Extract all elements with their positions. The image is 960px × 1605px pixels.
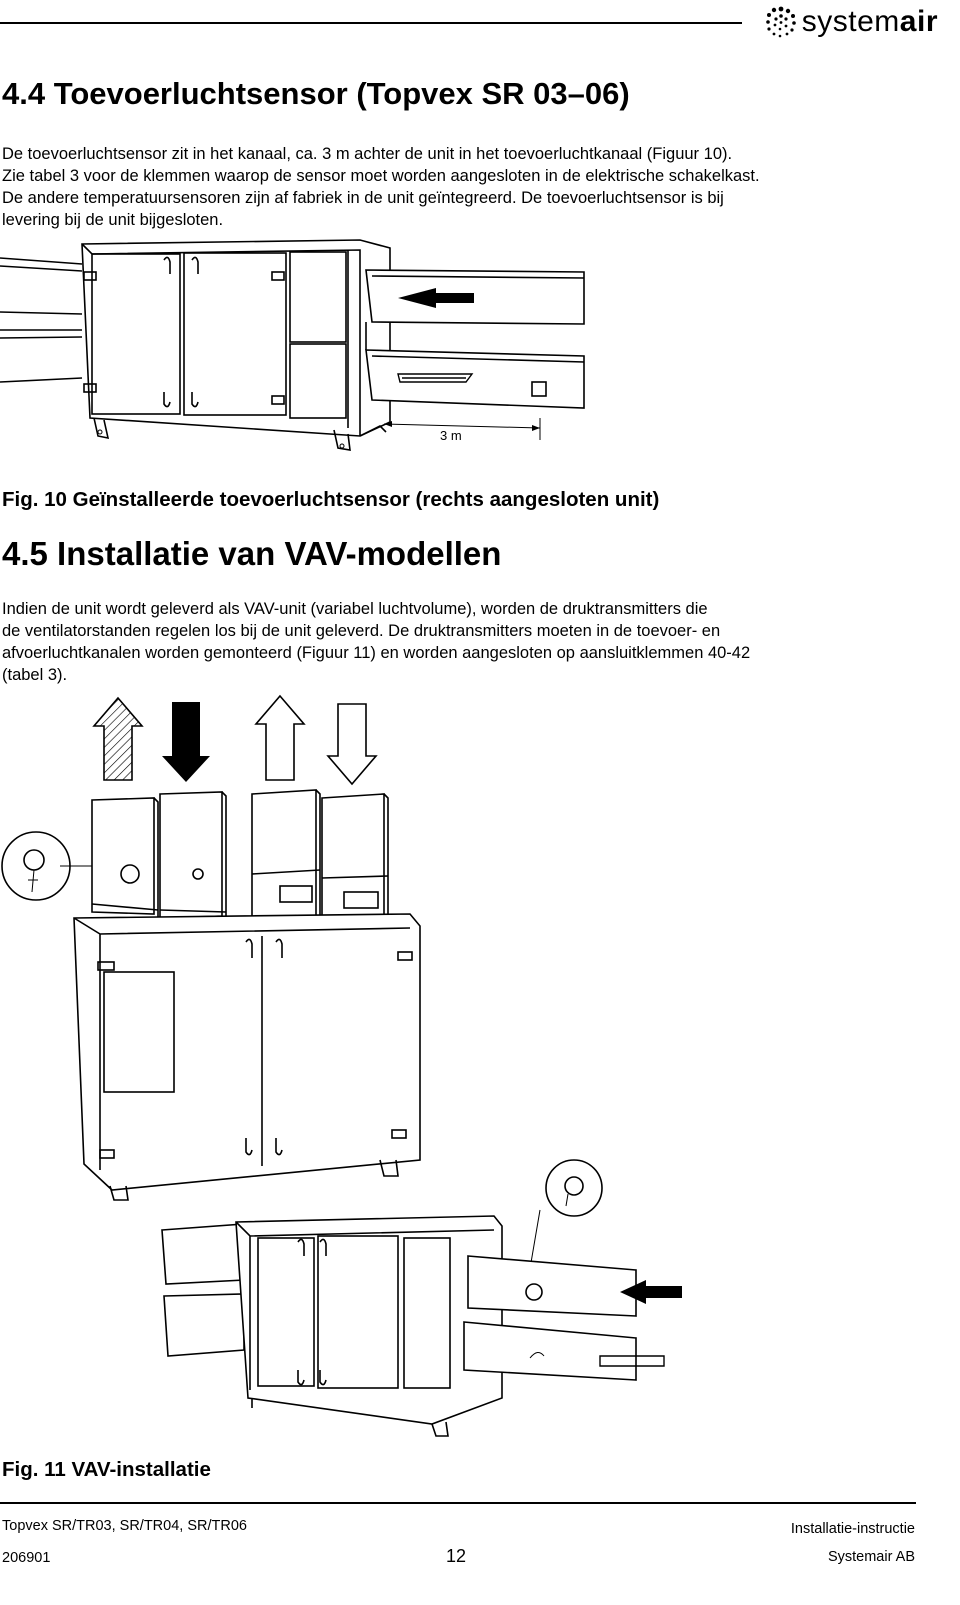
exhaust-air-arrow-icon [162, 702, 210, 782]
supply-air-arrow-icon [256, 696, 304, 780]
footer-doc-type: Installatie-instructie [790, 1521, 915, 1537]
section-4-4-paragraph [2, 143, 932, 231]
section-4-5-heading: 4.5 Installatie van VAV-modellen [2, 535, 502, 572]
pressure-transmitter-icon [121, 865, 139, 883]
logo-dots-icon [764, 5, 798, 39]
dimension-label: 3 m [440, 428, 462, 443]
dimension-3m [384, 418, 540, 443]
section-4-4-heading: 4.4 Toevoerluchtsensor (Topvex SR 03–06) [2, 76, 630, 111]
figure-10-illustration [0, 232, 600, 472]
top-ducts [92, 790, 388, 920]
header-rule [0, 22, 742, 24]
horizontal-air-handling-unit [162, 1216, 682, 1436]
paragraph-line: De andere temperatuursensoren zijn af fabriek in de unit geïntegreerd. De toevoerluchtsensor is bij [2, 189, 724, 207]
air-handling-unit [82, 240, 390, 450]
figure-10-caption: Fig. 10 Geïnstalleerde toevoerluchtsensor (rechts aangesloten unit) [2, 488, 660, 511]
paragraph-line: levering bij de unit bijgesloten. [2, 211, 224, 229]
footer-rule [0, 1502, 916, 1504]
paragraph-line: de ventilatorstanden regelen los bij de unit geleverd. De druktransmitters moeten in de toevoer- en [2, 622, 721, 640]
paragraph-line: (tabel 3). [2, 666, 68, 684]
paragraph-line: Indien de unit wordt geleverd als VAV-unit (variabel luchtvolume), worden de druktransmitters die [2, 600, 708, 618]
paragraph-line: afvoerluchtkanalen worden gemonteerd (Figuur 11) en worden aangesloten op aansluitklemmen 40-42 [2, 644, 751, 662]
systemair-logo [764, 0, 938, 44]
brand-prefix: system [801, 5, 900, 38]
footer-doc-number: 206901 [2, 1550, 51, 1566]
footer-company: Systemair AB [827, 1549, 915, 1565]
vertical-air-handling-unit [74, 914, 420, 1200]
page-number: 12 [446, 1546, 467, 1566]
figure-11-caption: Fig. 11 VAV-installatie [2, 1458, 211, 1481]
section-4-5-paragraph [2, 598, 932, 686]
brand-suffix: air [899, 5, 938, 38]
paragraph-line: Zie tabel 3 voor de klemmen waarop de sensor moet worden aangesloten in de elektrische schakelkast. [2, 167, 760, 185]
pressure-transmitter-icon [280, 886, 312, 902]
figure-11-illustration [0, 690, 700, 1450]
outdoor-air-arrow-icon [94, 698, 142, 780]
sensor-detail-left [2, 832, 92, 900]
paragraph-line: De toevoerluchtsensor zit in het kanaal, ca. 3 m achter de unit in het toevoerluchtkanaal (Figuur 10). [2, 145, 733, 163]
extract-air-arrow-icon [328, 704, 376, 784]
left-duct-lines [0, 258, 82, 382]
right-ducts [366, 270, 584, 408]
pressure-transmitter-icon [344, 892, 378, 908]
brand-wordmark [802, 5, 938, 39]
footer-model: Topvex SR/TR03, SR/TR04, SR/TR06 [2, 1518, 247, 1534]
